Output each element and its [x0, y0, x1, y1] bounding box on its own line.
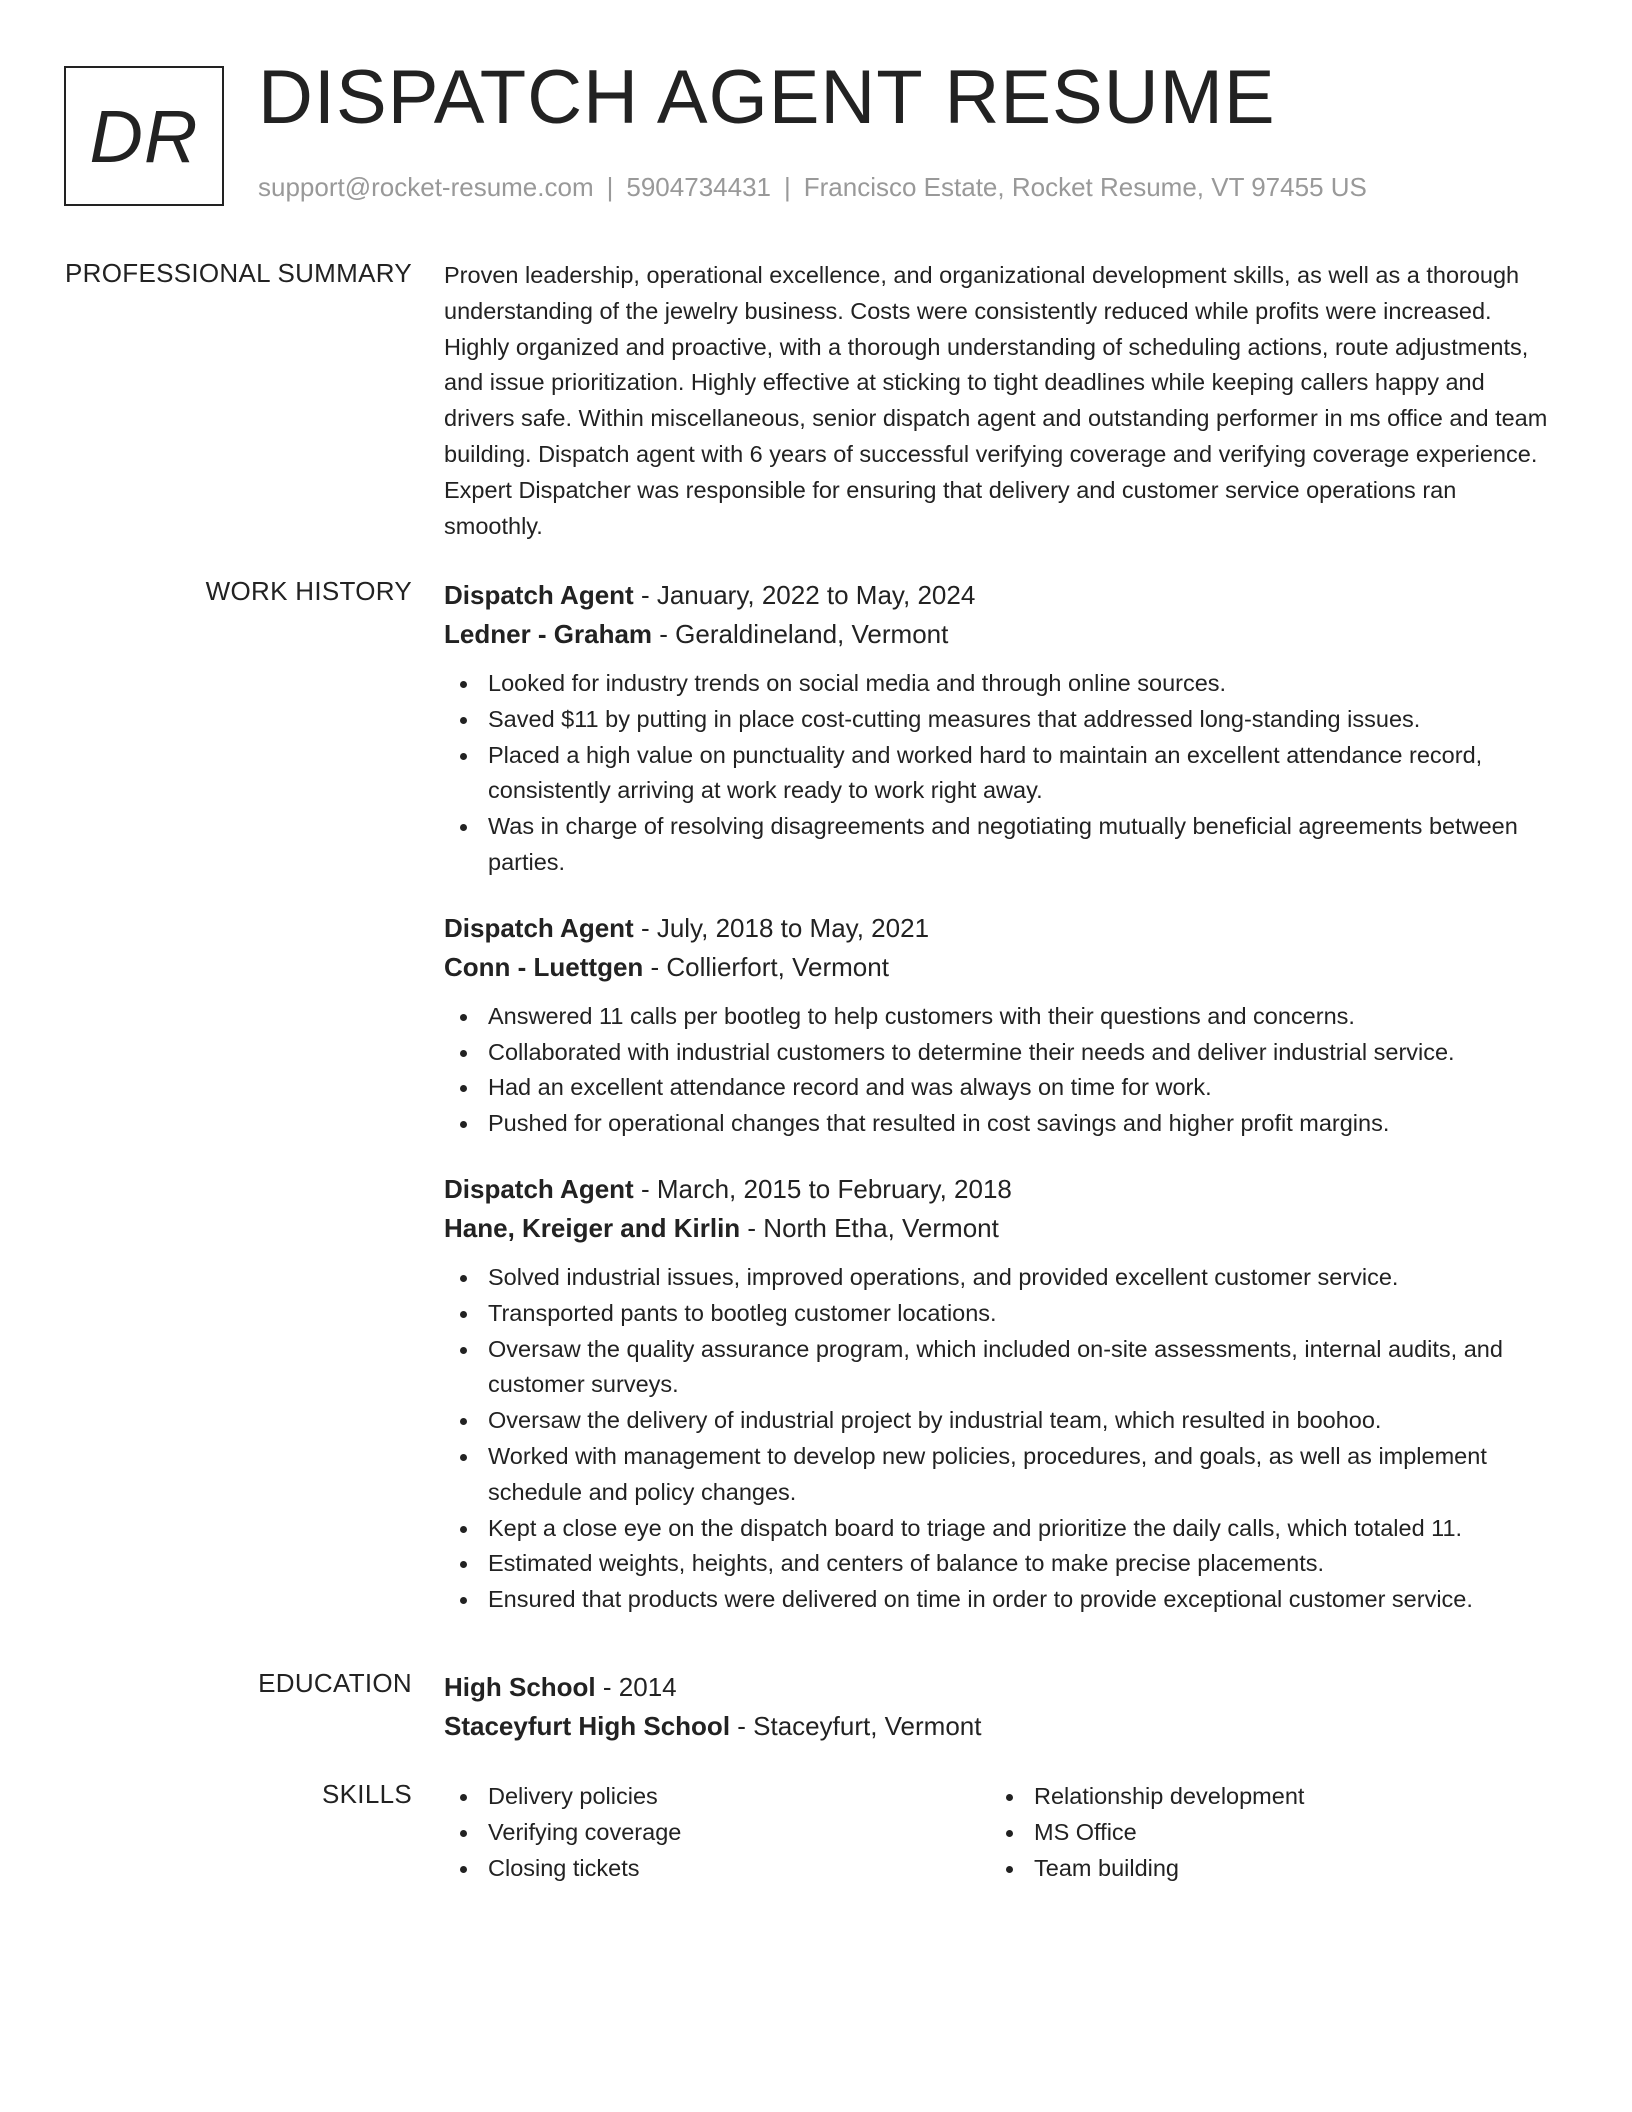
job-company: Hane, Kreiger and Kirlin: [444, 1212, 741, 1243]
job-bullet: Oversaw the delivery of industrial project by industrial team, which resulted in boohoo.: [444, 1403, 1556, 1439]
job-bullet: Answered 11 calls per bootleg to help customers with their questions and concerns.: [444, 999, 1556, 1035]
education-year: - 2014: [595, 1672, 677, 1702]
job-dates: - January, 2022 to May, 2024: [633, 580, 976, 610]
job-company: Ledner - Graham: [444, 619, 653, 649]
education-location: - Staceyfurt, Vermont: [730, 1711, 982, 1741]
education-body: [444, 1668, 1556, 1746]
job-entry: [444, 909, 1556, 1142]
job-title-line: [444, 1170, 1556, 1209]
job-location: - North Etha, Vermont: [740, 1212, 999, 1243]
job-bullet: Solved industrial issues, improved operations, and provided excellent customer service.: [444, 1260, 1556, 1296]
contact-line: [258, 172, 1367, 203]
job-bullet: Saved $11 by putting in place cost-cutting measures that addressed long-standing issues.: [444, 702, 1556, 738]
job-bullet: Collaborated with industrial customers to determine their needs and deliver industrial service.: [444, 1035, 1556, 1071]
page-title: DISPATCH AGENT RESUME: [258, 55, 1276, 140]
job-company-line: [444, 1209, 1556, 1248]
work-history-body: [444, 576, 1556, 1646]
job-bullets: [444, 1260, 1556, 1618]
education-degree-line: [444, 1668, 1556, 1707]
job-entry: [444, 576, 1556, 881]
skills-list: [444, 1779, 990, 1886]
job-company-line: [444, 948, 1556, 987]
job-bullet: Pushed for operational changes that resulted in cost savings and higher profit margins.: [444, 1106, 1556, 1142]
skill-item: Verifying coverage: [444, 1815, 990, 1851]
contact-separator: |: [606, 172, 614, 202]
skill-item: Team building: [990, 1851, 1536, 1887]
job-title: Dispatch Agent: [444, 580, 634, 610]
skills-column-right: [990, 1779, 1536, 1886]
job-company: Conn - Luettgen: [444, 951, 644, 982]
skills-body: [444, 1779, 1556, 1886]
job-bullet: Transported pants to bootleg customer locations.: [444, 1296, 1556, 1332]
job-bullet: Ensured that products were delivered on time in order to provide exceptional customer service.: [444, 1582, 1556, 1618]
job-bullet: Estimated weights, heights, and centers of balance to make precise placements.: [444, 1546, 1556, 1582]
contact-separator: |: [784, 172, 791, 202]
job-bullet: Kept a close eye on the dispatch board to triage and prioritize the daily calls, which totaled 11.: [444, 1511, 1556, 1547]
education-school: Staceyfurt High School: [444, 1711, 731, 1741]
job-title: Dispatch Agent: [444, 1173, 634, 1204]
skill-item: MS Office: [990, 1815, 1536, 1851]
skill-item: Closing tickets: [444, 1851, 990, 1887]
job-bullet: Was in charge of resolving disagreements and negotiating mutually beneficial agreements between parties.: [444, 809, 1556, 881]
contact-email[interactable]: support@rocket-resume.com: [258, 172, 594, 202]
section-heading-summary: PROFESSIONAL SUMMARY: [65, 258, 412, 288]
job-dates: - July, 2018 to May, 2021: [633, 912, 930, 943]
education-degree: High School: [444, 1672, 596, 1702]
section-heading-education: EDUCATION: [258, 1668, 412, 1698]
summary-text: Proven leadership, operational excellence, and organizational development skills, as well as a thorough understanding of the jewelry business. Costs were consistently reduced while profits were increased. Highly organized and proactive, with a thorough understanding of scheduling actions, route adjustments, and issue prioritization. Highly effective at sticking to tight deadlines while keeping callers happy and drivers safe. Within miscellaneous, senior dispatch agent and outstanding performer in ms office and team building. Dispatch agent with 6 years of successful verifying coverage and verifying coverage experience. Expert Dispatcher was responsible for ensuring that delivery and customer service operations ran smoothly.: [444, 262, 1548, 539]
job-location: - Geraldineland, Vermont: [652, 619, 949, 649]
job-bullet: Placed a high value on punctuality and worked hard to maintain an excellent attendance record, consistently arriving at work ready to work right away.: [444, 738, 1556, 810]
contact-phone[interactable]: 5904734431: [626, 172, 771, 202]
section-heading-skills: SKILLS: [322, 1779, 412, 1809]
job-bullet: Worked with management to develop new policies, procedures, and goals, as well as implement schedule and policy changes.: [444, 1439, 1556, 1511]
job-location: - Collierfort, Vermont: [643, 951, 889, 982]
section-heading-work-history: WORK HISTORY: [205, 576, 412, 606]
job-bullets: [444, 666, 1556, 881]
job-bullet: Oversaw the quality assurance program, which included on-site assessments, internal audits, and customer surveys.: [444, 1332, 1556, 1404]
job-bullet: Had an excellent attendance record and was always on time for work.: [444, 1070, 1556, 1106]
job-title-line: [444, 576, 1556, 615]
job-company-line: [444, 615, 1556, 654]
skills-grid: [444, 1779, 1556, 1886]
job-title-line: [444, 909, 1556, 948]
skill-item: Delivery policies: [444, 1779, 990, 1815]
skill-item: Relationship development: [990, 1779, 1536, 1815]
job-dates: - March, 2015 to February, 2018: [633, 1173, 1012, 1204]
education-school-line: [444, 1707, 1556, 1746]
contact-address: Francisco Estate, Rocket Resume, VT 97455 US: [803, 172, 1367, 202]
job-title: Dispatch Agent: [444, 912, 634, 943]
monogram-badge: [64, 66, 224, 206]
job-bullets: [444, 999, 1556, 1142]
summary-body: [444, 258, 1556, 544]
skills-list: [990, 1779, 1536, 1886]
job-bullet: Looked for industry trends on social media and through online sources.: [444, 666, 1556, 702]
skills-column-left: [444, 1779, 990, 1886]
job-entry: [444, 1170, 1556, 1618]
monogram-initials: DR: [89, 94, 199, 178]
